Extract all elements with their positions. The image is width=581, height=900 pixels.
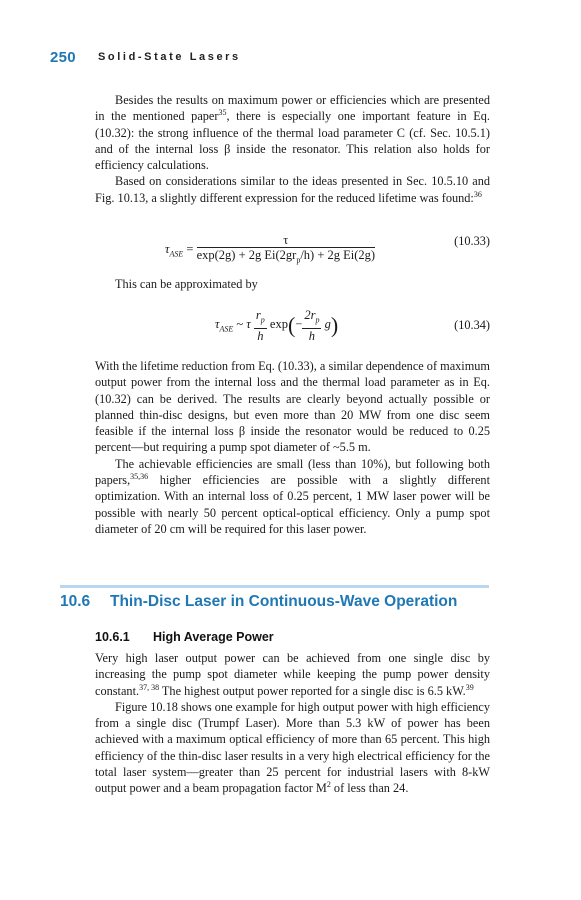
paragraph-2: Based on considerations similar to the ideas presented in Sec. 10.5.10 and Fig. 10.13, a slightly different expression for the reduced lifetime was found:$^{36}$ (95, 174, 490, 205)
equation-10-34: $\tau_{ASE}$ ~ τ $\frac{r_p}{h}$ exp(− $\frac{2r_p}{h}$ g) (10.34) (215, 308, 490, 343)
running-head: Solid-State Lasers (98, 51, 241, 63)
section-heading: 10.6 Thin-Disc Laser in Continuous-Wave Operation (60, 593, 458, 610)
section-divider (60, 585, 489, 588)
paragraph-4: The achievable efficiencies are small (less than 10%), but following both papers,$^{35,36}$ higher efficiencies are possible with a slightly different optimization. With an internal loss of 0.25 percent, 1 MW laser power will be possible with nearly 50 percent optical-optical efficiency. Only a pump spot diameter of 20 cm will be required for this laser power. (95, 456, 490, 536)
equation-number: (10.34) (454, 318, 490, 332)
subsection-heading: 10.6.1 High Average Power (95, 630, 274, 644)
paragraph-5: Very high laser output power can be achieved from one single disc by increasing the pump spot diameter while keeping the pump power density constant.$^{37, 38}$ The highest output power reported for a single disc is 6.5 kW.$^{39}$ (95, 651, 490, 698)
paragraph-3: With the lifetime reduction from Eq. (10.33), a similar dependence of maximum output power from the internal loss and the thermal load parameter as in Eq. (10.32) can be derived. The results are clearly beyond actually possible or planned thin-disc designs, but even more than 20 MW from one disc seem feasible if the internal loss β inside the resonator would be reduced to 0.25 percent—but requiring a pump spot diameter of ~5.5 m. (95, 359, 490, 455)
paragraph-1: Besides the results on maximum power or efficiencies which are presented in the mentioned paper$^{35}$, there is especially one important feature in Eq. (10.32): the strong influence of the thermal load parameter C (cf. Sec. 10.5.1) and of the internal loss β inside the resonator. This relation also holds for efficiency calculations. (95, 93, 491, 173)
section-text (95, 650, 490, 797)
approx-text: This can be approximated by (115, 277, 258, 291)
equation-10-33: $\tau_{ASE}$ = $\frac{\tau}{\exp(2g) + 2g Ei(2gr_p/h) + 2g Ei(2g)}$ (10.33) (165, 233, 490, 265)
paragraph-6: Figure 10.18 shows one example for high output power with high efficiency from a single disc (Trumpf Laser). More than 5.3 kW of power has been achieved with a maximum optical efficiency of more than 65 percent. This high efficiency of the thin-disc laser results in a very high electrical efficiency for the total laser system—greater than 25 percent for industrial lasers with 8-kW output power and a beam propagation factor $M^2$ of less than 24. (95, 699, 490, 796)
intro-text (95, 92, 490, 206)
page-number: 250 (50, 49, 76, 66)
equation-number: (10.33) (454, 234, 490, 248)
middle-text (95, 358, 490, 537)
